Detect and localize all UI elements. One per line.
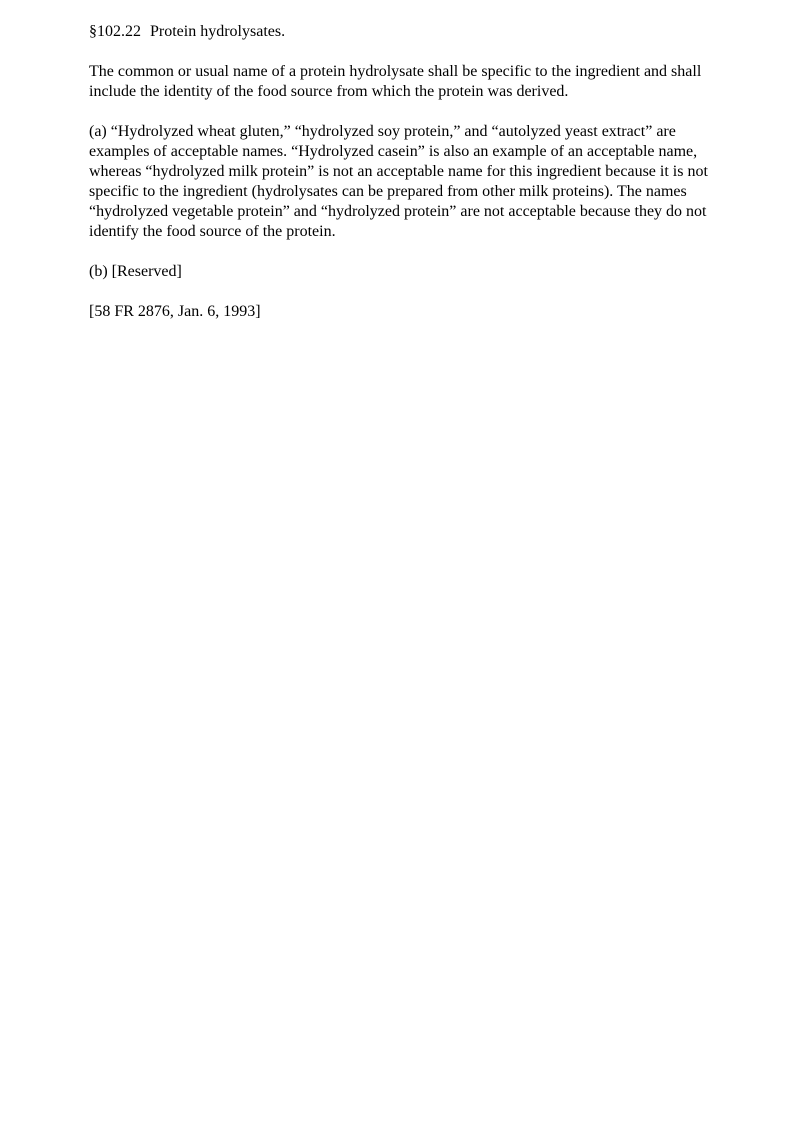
section-title: Protein hydrolysates. [150,23,286,40]
source-citation: [58 FR 2876, Jan. 6, 1993] [89,303,261,320]
intro-paragraph: The common or usual name of a protein hydrolysate shall be specific to the ingredient and shall include the identity of the food source from which the protein was derived. [89,63,702,100]
section-number: §102.22 [89,23,141,40]
section-heading [89,22,709,42]
paragraph-a: (a) “Hydrolyzed wheat gluten,” “hydrolyzed soy protein,” and “autolyzed yeast extract” are examples of acceptable names. “Hydrolyzed casein” is also an example of an acceptable name, whereas “hydrolyzed milk protein” is not an acceptable name for this ingredient because it is not specific to the ingredient (hydrolysates can be prepared from other milk proteins). The names “hydrolyzed vegetable protein” and “hydrolyzed protein” are not acceptable because they do not identify the food source of the protein. [89,123,708,240]
paragraph-b: (b) [Reserved] [89,263,182,280]
document-page [89,22,709,322]
